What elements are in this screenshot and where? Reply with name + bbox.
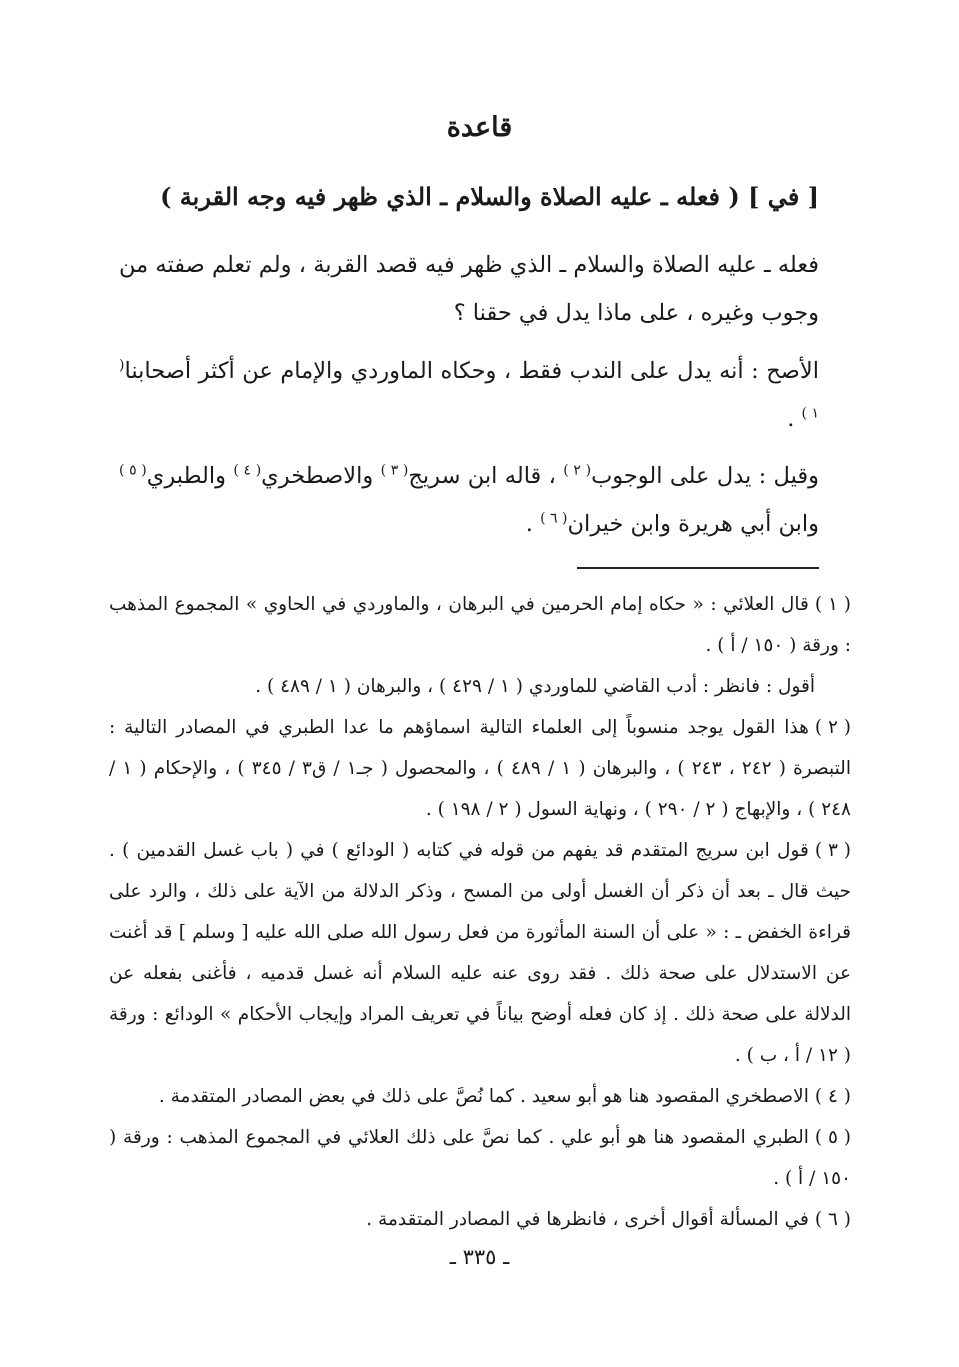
footnote-ref-4[interactable]: ( ٤ ) xyxy=(233,462,262,479)
alt-opinion-text-3: والاصطخري xyxy=(261,463,381,489)
alt-opinion-text-4: والطبري xyxy=(146,463,234,489)
footnote-1 xyxy=(109,584,851,707)
footnote-text: الاصطخري المقصود هنا هو أبو سعيد . كما نُصَّ على ذلك في بعض المصادر المتقدمة . xyxy=(158,1086,809,1107)
footnote-2 xyxy=(109,707,851,830)
footnote-ref-6[interactable]: ( ٦ ) xyxy=(540,510,568,527)
footnote-text: في المسألة أقوال أخرى ، فانظرها في المصادر المتقدمة . xyxy=(366,1209,809,1230)
section-title: قاعدة xyxy=(446,112,513,143)
preferred-opinion-text: الأصح : أنه يدل على الندب فقط ، وحكاه الماوردي والإمام عن أكثر أصحابنا xyxy=(124,358,819,384)
footnote-3 xyxy=(109,830,851,1076)
footnote-number: ( ٣ ) xyxy=(814,840,851,861)
alternative-opinion-paragraph xyxy=(119,452,819,548)
paragraph-end-mark: . xyxy=(787,406,802,432)
footnote-ref-2[interactable]: ( ٢ ) xyxy=(563,462,592,479)
page-number: ـ ٣٣٥ ـ xyxy=(449,1245,510,1269)
footnote-ref-1[interactable]: ( ١ ) xyxy=(119,357,819,422)
footnote-number: ( ١ ) xyxy=(814,594,851,615)
question-paragraph: فعله ـ عليه الصلاة والسلام ـ الذي ظهر فيه قصد القربة ، ولم تعلم صفته من وجوب وغيره ، على ماذا يدل في حقنا ؟ xyxy=(119,252,819,326)
footnote-4 xyxy=(109,1076,851,1117)
footnotes-list xyxy=(109,584,851,1240)
footnote-continuation: أقول : فانظر : أدب القاضي للماوردي ( ١ / ٤٢٩ ) ، والبرهان ( ١ / ٤٨٩ ) . xyxy=(255,676,815,697)
footnote-text: قول ابن سريج المتقدم قد يفهم من قوله في كتابه ( الودائع ) في ( باب غسل القدمين ) . حيث قال ـ بعد أن ذكر أن الغسل أولى من المسح ، وذكر الدلالة من الآية على ذلك ، والرد على قراءة الخفض ـ : « على أن السنة المأثورة من فعل رسول الله صلى الله عليه [ وسلم ] قد أغنت عن الاستدلال على صحة ذلك . فقد روى عنه عليه السلام أنه غسل قدميه ، فأغنى بفعله عن الدلالة على صحة ذلك . إذ كان فعله أوضح بياناً في تعريف المراد وإيجاب الأحكام » الودائع : ورقة ( ١٢ / أ ، ب ) . xyxy=(109,840,851,1066)
footnote-6 xyxy=(109,1199,851,1240)
preferred-opinion-paragraph xyxy=(119,347,819,443)
footnote-separator xyxy=(577,567,819,569)
footnote-number: ( ٢ ) xyxy=(814,717,851,738)
footnote-ref-5[interactable]: ( ٥ ) xyxy=(119,462,147,479)
footnote-number: ( ٦ ) xyxy=(814,1209,851,1230)
footnote-5 xyxy=(109,1117,851,1199)
paragraph-end-mark: . xyxy=(525,511,541,537)
footnote-text: هذا القول يوجد منسوباً إلى العلماء التالية اسماؤهم ما عدا الطبري في المصادر التالية : التبصرة ( ٢٤٢ ، ٢٤٣ ) ، والبرهان ( ١ / ٤٨٩ ) ، والمحصول ( جـ١ / ق٣ / ٣٤٥ ) ، والإحكام ( ١ / ٢٤٨ ) ، والإبهاج ( ٢ / ٢٩٠ ) ، ونهاية السول ( ٢ / ١٩٨ ) . xyxy=(109,717,851,820)
rule-heading: [ في ] ( فعله ـ عليه الصلاة والسلام ـ الذي ظهر فيه وجه القربة ) xyxy=(160,182,819,211)
footnote-number: ( ٤ ) xyxy=(814,1086,851,1107)
alt-opinion-text-2: ، قاله ابن سريج xyxy=(408,463,564,489)
alt-opinion-text-5: وابن أبي هريرة وابن خيران xyxy=(567,511,819,537)
footnote-number: ( ٥ ) xyxy=(814,1127,852,1148)
footnote-text: الطبري المقصود هنا هو أبو علي . كما نصَّ على ذلك العلائي في المجموع المذهب : ورقة ( ١٥٠ / أ ) . xyxy=(109,1127,851,1189)
footnote-text: قال العلائي : « حكاه إمام الحرمين في البرهان ، والماوردي في الحاوي » المجموع المذهب : ورقة ( ١٥٠ / أ ) . xyxy=(109,594,851,656)
alt-opinion-text-1: وقيل : يدل على الوجوب xyxy=(591,463,819,489)
footnote-ref-3[interactable]: ( ٣ ) xyxy=(380,462,409,479)
